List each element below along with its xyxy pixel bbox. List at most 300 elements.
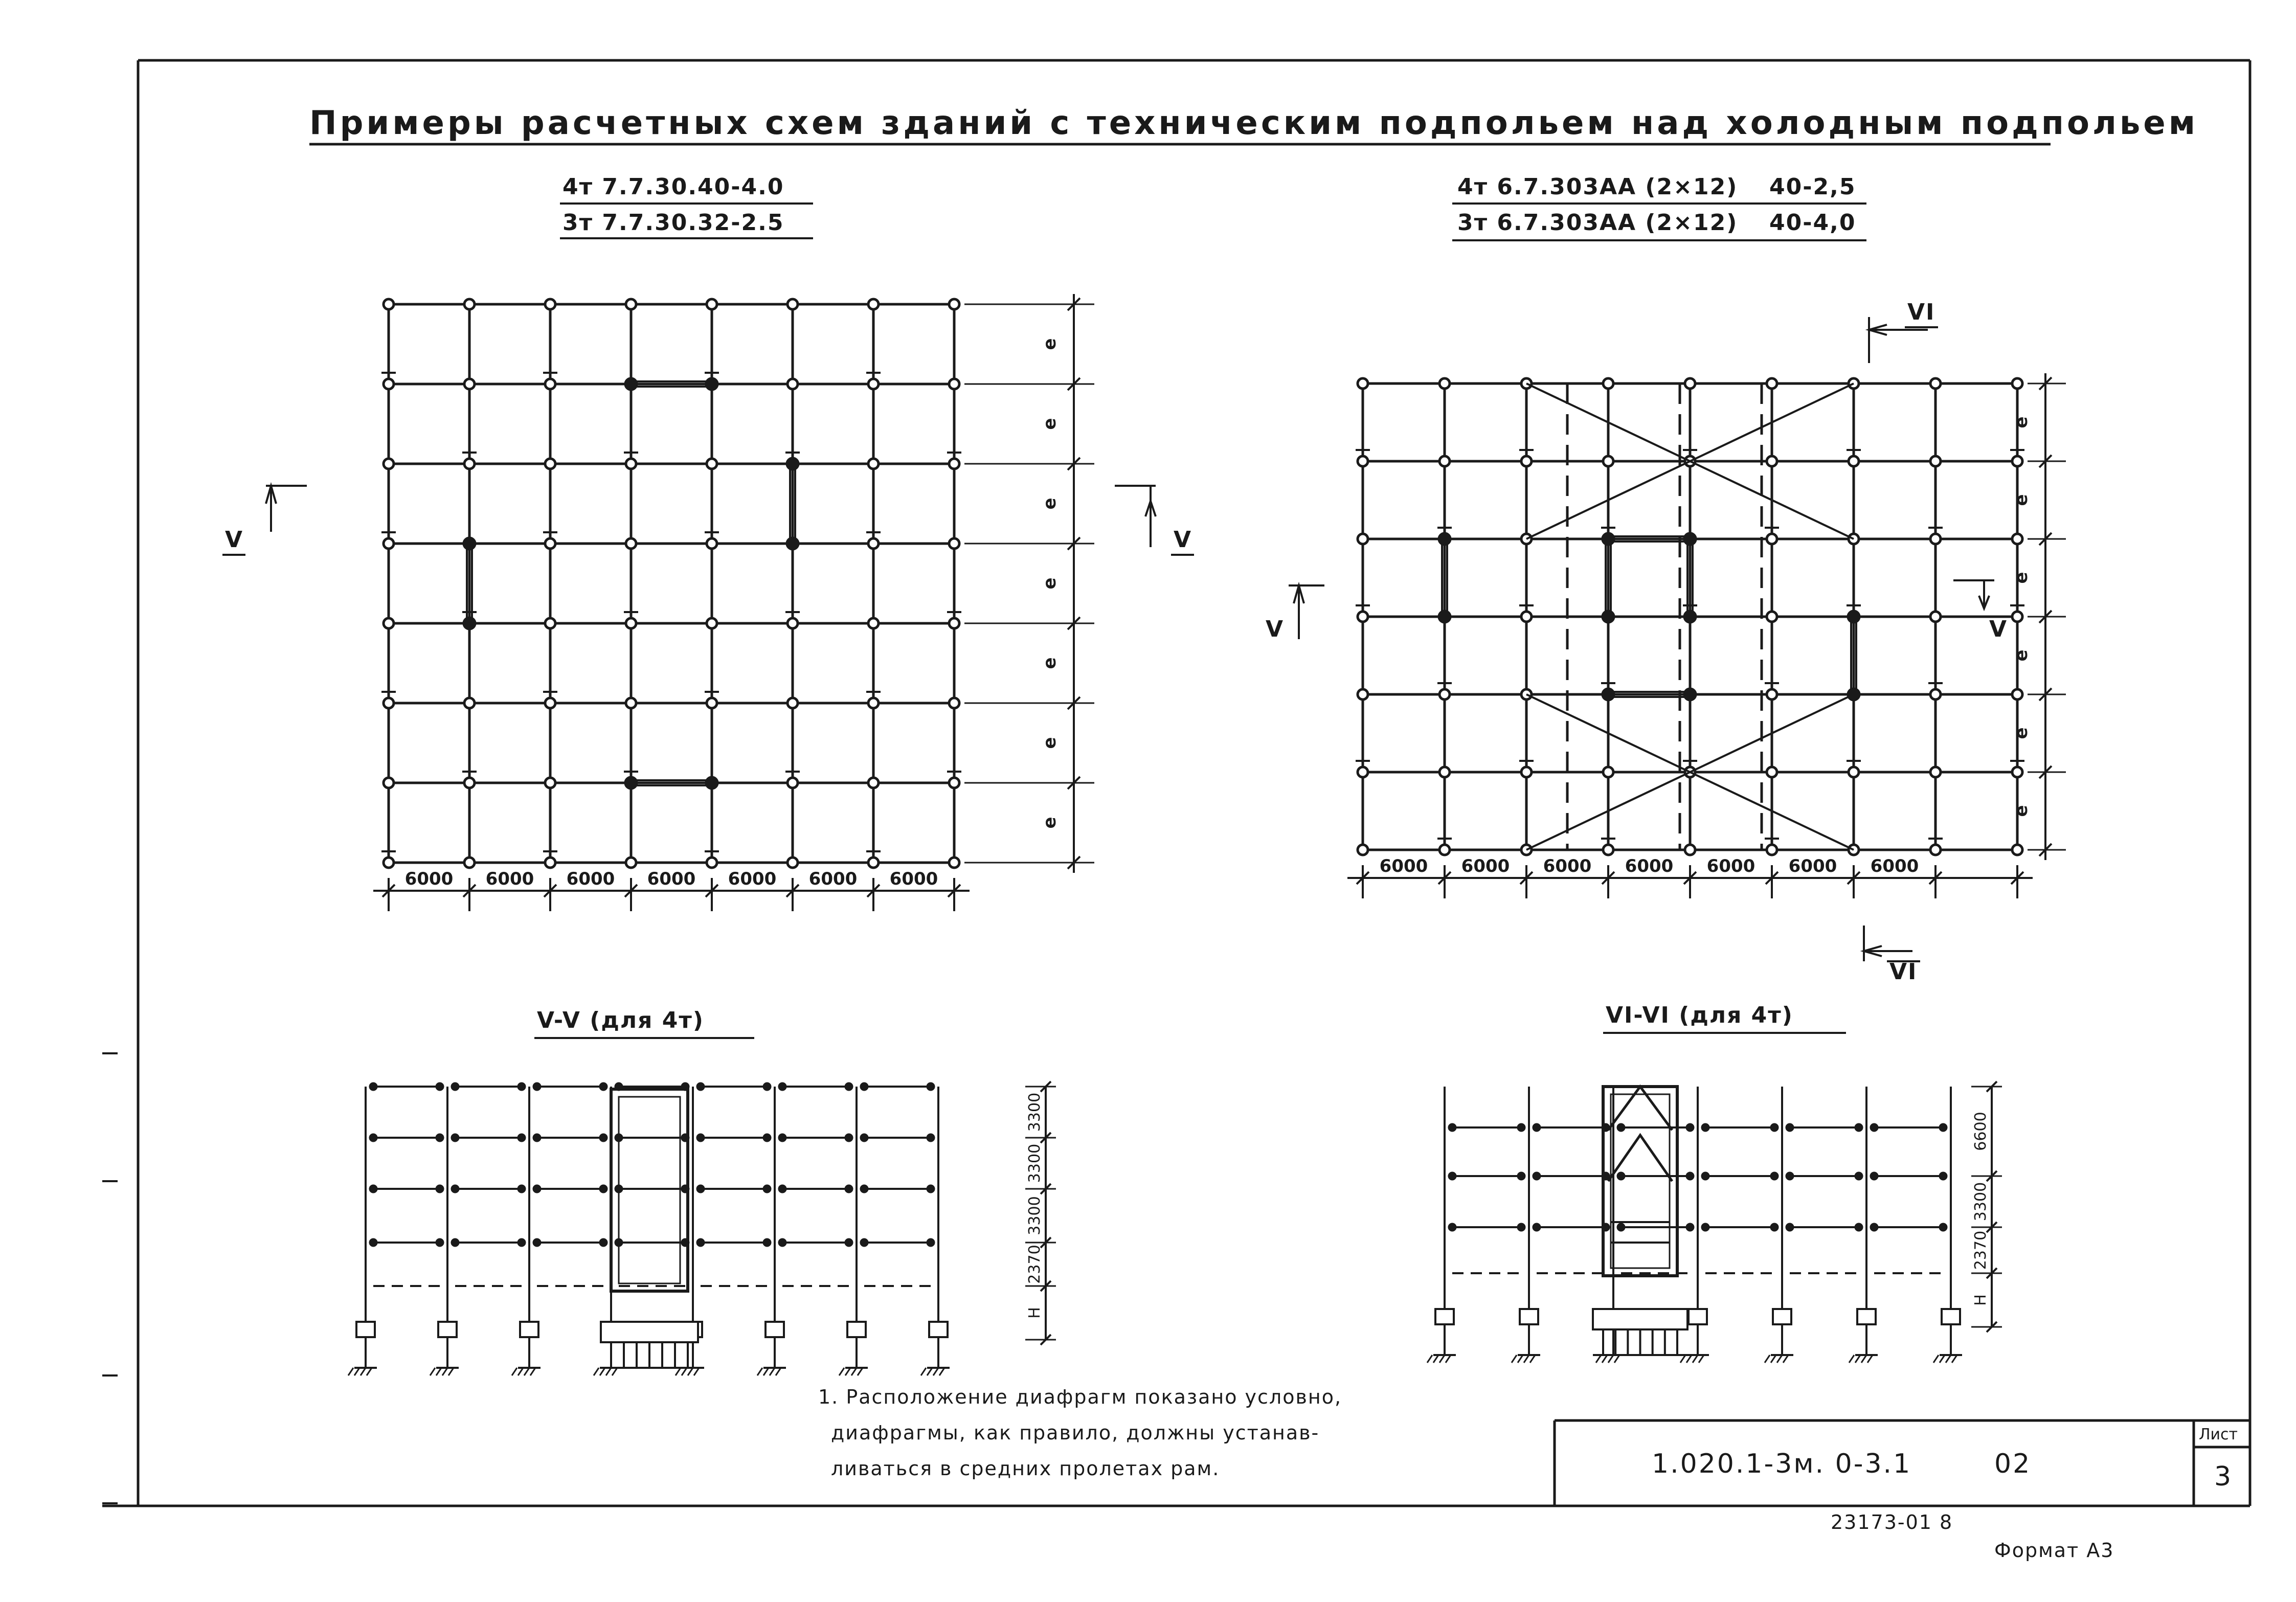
plan-node [707, 459, 717, 469]
plan-node [1603, 845, 1613, 855]
section-hatch [1855, 1355, 1860, 1363]
section-beam-end [928, 1239, 934, 1246]
section-hatch [1427, 1355, 1432, 1363]
section-beam-end [370, 1239, 376, 1246]
section-footing [847, 1322, 866, 1337]
section-hatch [676, 1368, 681, 1375]
span-label: 6000 [1625, 856, 1674, 876]
section-beam-end [519, 1186, 525, 1192]
section-beam-end [779, 1186, 785, 1192]
section-mark-vi-bottom [1864, 926, 1912, 961]
row-dim-label: e [1040, 817, 1060, 829]
plan-node [868, 618, 879, 628]
plan-node [868, 538, 879, 549]
plan-node [1439, 378, 1450, 389]
section-mark-v-left-label: V [225, 527, 244, 553]
plan-node [1439, 767, 1450, 777]
plan-node [949, 858, 959, 868]
section-beam-end [1534, 1173, 1540, 1179]
plan-node [1930, 767, 1941, 777]
plan-node-fixed [625, 378, 637, 390]
plan-node [2012, 534, 2022, 544]
section-hatch [776, 1368, 781, 1375]
span-label: 6000 [808, 869, 858, 889]
section-beam-end [534, 1135, 540, 1141]
section-height-label: 3300 [1972, 1182, 1990, 1222]
plan-node [868, 858, 879, 868]
section-hatch [524, 1368, 529, 1375]
span-label: 6000 [485, 869, 534, 889]
section-mark-v-right-label: V [1174, 527, 1192, 553]
section-hatch [688, 1368, 693, 1375]
plan-node [384, 698, 394, 708]
plan-node [1521, 456, 1532, 466]
section-beam-end [1771, 1124, 1777, 1131]
section-beam-end [519, 1135, 525, 1141]
note-line-3: ливаться в средних пролетах рам. [831, 1457, 1220, 1480]
plan-node [868, 299, 879, 309]
section-beam-end [1871, 1124, 1877, 1131]
plan-node [384, 618, 394, 628]
plan-node [787, 299, 798, 309]
section-beam-end [697, 1186, 704, 1192]
doc-code: 1.020.1-3м. 0-3.1 [1652, 1449, 1912, 1479]
section-beam-end [779, 1084, 785, 1090]
section-hatch [354, 1368, 359, 1375]
row-dim-label: e [2011, 572, 2032, 584]
section-height-label: 3300 [1026, 1196, 1044, 1235]
section-height-label: H [1026, 1307, 1044, 1319]
section-beam-end [1771, 1224, 1777, 1230]
section-beam-end [779, 1135, 785, 1141]
plan-node-fixed [1684, 611, 1696, 622]
section-hatch [1946, 1355, 1951, 1363]
section-beam-end [452, 1186, 458, 1192]
section-beam-end [1787, 1173, 1793, 1179]
plan-node [626, 299, 636, 309]
plan-node [787, 618, 798, 628]
doc-suffix: 02 [1994, 1449, 2032, 1479]
section-footing [1857, 1309, 1876, 1324]
section-hatch [600, 1368, 605, 1375]
section-beam-end [452, 1239, 458, 1246]
section-hatch [594, 1368, 599, 1375]
section-beam-end [764, 1186, 770, 1192]
plan-node [1685, 378, 1695, 389]
plan-node [545, 858, 555, 868]
section-footing [1520, 1309, 1538, 1324]
section-beam-end [519, 1239, 525, 1246]
row-dim-label: e [1040, 418, 1060, 430]
section-hatch [933, 1368, 938, 1375]
section-hatch [1524, 1355, 1529, 1363]
span-label: 6000 [1870, 856, 1919, 876]
section-hatch [436, 1368, 441, 1375]
span-label: 6000 [1706, 856, 1755, 876]
section-hatch [1439, 1355, 1445, 1363]
plan-node [949, 778, 959, 788]
section-mark-v-plan-right-label: V [1266, 616, 1285, 642]
plan-node [1849, 456, 1859, 466]
section-hatch [1614, 1355, 1619, 1363]
plan-node-fixed [1603, 611, 1614, 622]
plan-node [1930, 534, 1941, 544]
plan-node [545, 538, 555, 549]
section-beam-end [452, 1135, 458, 1141]
section-left-caption: V-V (для 4т) [537, 1007, 704, 1033]
section-footing [1435, 1309, 1454, 1324]
section-hatch [1765, 1355, 1770, 1363]
section-beam-end [846, 1186, 852, 1192]
plan-node-fixed [464, 618, 475, 629]
plan-node-fixed [1848, 611, 1859, 622]
section-hatch [858, 1368, 863, 1375]
plan-node [464, 858, 475, 868]
section-footing [766, 1322, 784, 1337]
section-footing [929, 1322, 948, 1337]
section-hatch [512, 1368, 517, 1375]
plan-left-dimensions [373, 294, 1094, 911]
plan-node [1930, 378, 1941, 389]
sheet-number: 3 [2214, 1461, 2233, 1492]
section-hatch [851, 1368, 857, 1375]
plan-node [707, 538, 717, 549]
section-beam-end [861, 1084, 867, 1090]
section-core-inner [619, 1097, 680, 1283]
section-beam-end [1534, 1124, 1540, 1131]
section-beam-end [764, 1135, 770, 1141]
section-hatch [1940, 1355, 1945, 1363]
plan-node [868, 778, 879, 788]
plan-node [464, 778, 475, 788]
section-beam-end [600, 1135, 606, 1141]
section-height-label: 2370 [1972, 1230, 1990, 1270]
section-hatch [763, 1368, 769, 1375]
section-beam-end [534, 1186, 540, 1192]
plan-node [707, 618, 717, 628]
section-hatch [448, 1368, 454, 1375]
section-footing [1773, 1309, 1791, 1324]
plan-node-fixed [706, 777, 717, 788]
plan-node [1930, 845, 1941, 855]
section-beam-end [1771, 1173, 1777, 1179]
plan-node [1930, 612, 1941, 622]
section-beam-end [1518, 1224, 1524, 1230]
plan-node [1930, 456, 1941, 466]
section-hatch [682, 1368, 687, 1375]
plan-node [384, 379, 394, 389]
format-label: Формат А3 [1994, 1539, 2114, 1562]
note-line-1: 1. Расположение диафрагм показано условно, [818, 1386, 1342, 1408]
section-hatch [367, 1368, 372, 1375]
section-hatch [839, 1368, 844, 1375]
row-dim-label: e [2011, 416, 2032, 428]
span-label: 6000 [1788, 856, 1837, 876]
sheet-title: Примеры расчетных схем зданий с техническим подпольем над холодным подпольем [309, 104, 2198, 142]
section-mark-v-left [266, 486, 307, 532]
plan-node [868, 698, 879, 708]
section-beam-end [928, 1084, 934, 1090]
plan-node [1849, 767, 1859, 777]
plan-node [626, 459, 636, 469]
section-beam-end [1618, 1224, 1624, 1230]
section-beam-end [779, 1239, 785, 1246]
plan-node [2012, 456, 2022, 466]
span-label: 6000 [889, 869, 938, 889]
plan-right-dimensions [1347, 373, 2066, 898]
section-hatch [1861, 1355, 1866, 1363]
section-beam-end [928, 1186, 934, 1192]
plan-node [787, 379, 798, 389]
plan-node [384, 858, 394, 868]
section-beam-end [437, 1239, 443, 1246]
plan-node [1685, 845, 1695, 855]
section-beam-end [697, 1135, 704, 1141]
span-label: 6000 [1461, 856, 1510, 876]
section-beam-end [437, 1135, 443, 1141]
section-beam-end [1449, 1173, 1455, 1179]
row-dim-label: e [2011, 494, 2032, 506]
section-beam-end [1856, 1124, 1862, 1131]
plan-node [1439, 456, 1450, 466]
row-dim-label: e [2011, 649, 2032, 662]
section-beam-end [1871, 1173, 1877, 1179]
plan-node [545, 459, 555, 469]
section-hatch [1530, 1355, 1535, 1363]
plan-node [545, 778, 555, 788]
section-beam-end [437, 1186, 443, 1192]
section-hatch [1433, 1355, 1438, 1363]
plan-node [1767, 612, 1777, 622]
section-hatch [694, 1368, 699, 1375]
section-height-label: 6600 [1972, 1112, 1990, 1151]
section-beam-end [1871, 1224, 1877, 1230]
section-hatch [1518, 1355, 1523, 1363]
section-mark-vi-top-label: VI [1907, 299, 1935, 325]
plan-node [1767, 689, 1777, 700]
section-hatch [1680, 1355, 1685, 1363]
section-hatch [770, 1368, 775, 1375]
plan-node [1358, 845, 1368, 855]
section-beam-end [437, 1084, 443, 1090]
section-beam-end [1702, 1224, 1708, 1230]
section-beam-end [1618, 1173, 1624, 1179]
section-beam-end [1940, 1224, 1946, 1230]
plan-node-fixed [1439, 611, 1450, 622]
plan-node [949, 698, 959, 708]
section-hatch [361, 1368, 366, 1375]
plan-left-caption-1: 4т 7.7.30.40-4.0 [562, 174, 784, 200]
plan-node [2012, 612, 2022, 622]
plan-node [464, 379, 475, 389]
plan-node [384, 538, 394, 549]
plan-node-fixed [464, 538, 475, 549]
section-hatch [1693, 1355, 1698, 1363]
plan-node-fixed [625, 777, 637, 788]
plan-node [707, 698, 717, 708]
plan-node-fixed [1603, 533, 1614, 545]
section-beam-end [1702, 1124, 1708, 1131]
plan-node [1603, 456, 1613, 466]
section-beam-end [1534, 1224, 1540, 1230]
section-beam-end [534, 1239, 540, 1246]
section-beam-end [600, 1084, 606, 1090]
section-hatch [1602, 1355, 1607, 1363]
section-beam-end [1687, 1173, 1693, 1179]
section-beam-end [1787, 1124, 1793, 1131]
section-beam-end [1449, 1224, 1455, 1230]
section-beam-end [1856, 1173, 1862, 1179]
section-beam-end [861, 1135, 867, 1141]
section-hatch [606, 1368, 611, 1375]
section-beam-end [1687, 1124, 1693, 1131]
section-beam-end [1787, 1224, 1793, 1230]
section-height-label: 3300 [1026, 1092, 1044, 1132]
section-mark-v-right [1115, 486, 1156, 547]
plan-node [1930, 689, 1941, 700]
section-beam-end [1702, 1173, 1708, 1179]
span-label: 6000 [1543, 856, 1592, 876]
section-hatch [1446, 1355, 1451, 1363]
row-dim-label: e [1040, 498, 1060, 510]
section-beam-end [370, 1186, 376, 1192]
plan-node [949, 538, 959, 549]
section-beam-end [370, 1084, 376, 1090]
plan-node-fixed [1684, 533, 1696, 545]
section-beam-end [1518, 1173, 1524, 1179]
section-beam-end [846, 1084, 852, 1090]
plan-node [464, 299, 475, 309]
section-beam-end [697, 1239, 704, 1246]
plan-node [464, 459, 475, 469]
section-beam-end [928, 1135, 934, 1141]
plan-node [1439, 689, 1450, 700]
plan-node [868, 379, 879, 389]
section-footing [520, 1322, 538, 1337]
plan-node [545, 299, 555, 309]
section-mark-vi-bottom-label: VI [1889, 959, 1918, 985]
section-beam-end [861, 1186, 867, 1192]
section-footing [356, 1322, 375, 1337]
plan-node [1603, 378, 1613, 389]
row-dim-label: e [1040, 737, 1060, 749]
plan-node [464, 698, 475, 708]
plan-node-fixed [1684, 689, 1696, 700]
section-hatch [1512, 1355, 1517, 1363]
plan-node [1603, 767, 1613, 777]
section-beam-end [600, 1239, 606, 1246]
section-left-frame [348, 1081, 1056, 1375]
section-beam-end [519, 1084, 525, 1090]
plan-node-fixed [1439, 533, 1450, 545]
section-beam-end [697, 1084, 704, 1090]
plan-node [2012, 689, 2022, 700]
span-label: 6000 [728, 869, 777, 889]
plan-node-fixed [1603, 689, 1614, 700]
section-hatch [921, 1368, 926, 1375]
section-beam-end [861, 1239, 867, 1246]
section-beam-end [600, 1186, 606, 1192]
plan-node [1439, 845, 1450, 855]
plan-node [626, 858, 636, 868]
section-hatch [927, 1368, 932, 1375]
section-beam-end [764, 1239, 770, 1246]
section-hatch [939, 1368, 944, 1375]
section-hatch [1608, 1355, 1613, 1363]
section-hatch [612, 1368, 617, 1375]
plan-node [1767, 845, 1777, 855]
section-beam-end [1618, 1124, 1624, 1131]
plan-node [1521, 767, 1532, 777]
section-footing [438, 1322, 457, 1337]
section-core-footing [1593, 1309, 1687, 1329]
plan-node [626, 698, 636, 708]
section-right-frame [1427, 1081, 2002, 1363]
span-label: 6000 [404, 869, 454, 889]
section-height-label: 2370 [1026, 1245, 1044, 1284]
section-beam-end [1940, 1124, 1946, 1131]
section-hatch [845, 1368, 850, 1375]
plan-node [949, 459, 959, 469]
row-dim-label: e [1040, 657, 1060, 669]
plan-node [545, 618, 555, 628]
plan-node [545, 379, 555, 389]
section-beam-end [846, 1135, 852, 1141]
plan-left-grid [381, 299, 961, 868]
section-mark-v-plan-right [1289, 580, 1994, 639]
section-hatch [430, 1368, 435, 1375]
section-beam-end [1449, 1124, 1455, 1131]
plan-node [384, 299, 394, 309]
plan-node-fixed [706, 378, 717, 390]
span-label: 6000 [566, 869, 615, 889]
plan-node [1767, 767, 1777, 777]
plan-right-caption-2b: 40-4,0 [1769, 210, 1856, 236]
section-beam-end [534, 1084, 540, 1090]
plan-node [949, 299, 959, 309]
section-footing [1942, 1309, 1960, 1324]
plan-node [1358, 612, 1368, 622]
span-label: 6000 [1379, 856, 1428, 876]
section-beam-end [1518, 1124, 1524, 1131]
plan-node [545, 698, 555, 708]
section-hatch [1771, 1355, 1776, 1363]
plan-node [1358, 689, 1368, 700]
section-hatch [530, 1368, 535, 1375]
section-beam-end [764, 1084, 770, 1090]
plan-right-caption-1a: 4т 6.7.303АА (2×12) [1457, 174, 1738, 200]
section-mark-v-plan-right-label-2: V [1989, 616, 2008, 642]
plan-node [949, 618, 959, 628]
section-hatch [1933, 1355, 1939, 1363]
note-line-2: диафрагмы, как правило, должны устанав- [831, 1422, 1320, 1444]
section-hatch [1849, 1355, 1854, 1363]
plan-node [787, 778, 798, 788]
section-hatch [1699, 1355, 1704, 1363]
plan-node [1358, 534, 1368, 544]
plan-node [384, 778, 394, 788]
section-beam-end [1687, 1224, 1693, 1230]
plan-right-caption-1b: 40-2,5 [1769, 174, 1856, 200]
section-beam-end [1940, 1173, 1946, 1179]
section-hatch [348, 1368, 353, 1375]
plan-node [626, 538, 636, 549]
row-dim-label: e [1040, 577, 1060, 590]
plan-node-fixed [787, 458, 798, 469]
plan-node [949, 379, 959, 389]
plan-node [787, 698, 798, 708]
plan-node [1358, 767, 1368, 777]
